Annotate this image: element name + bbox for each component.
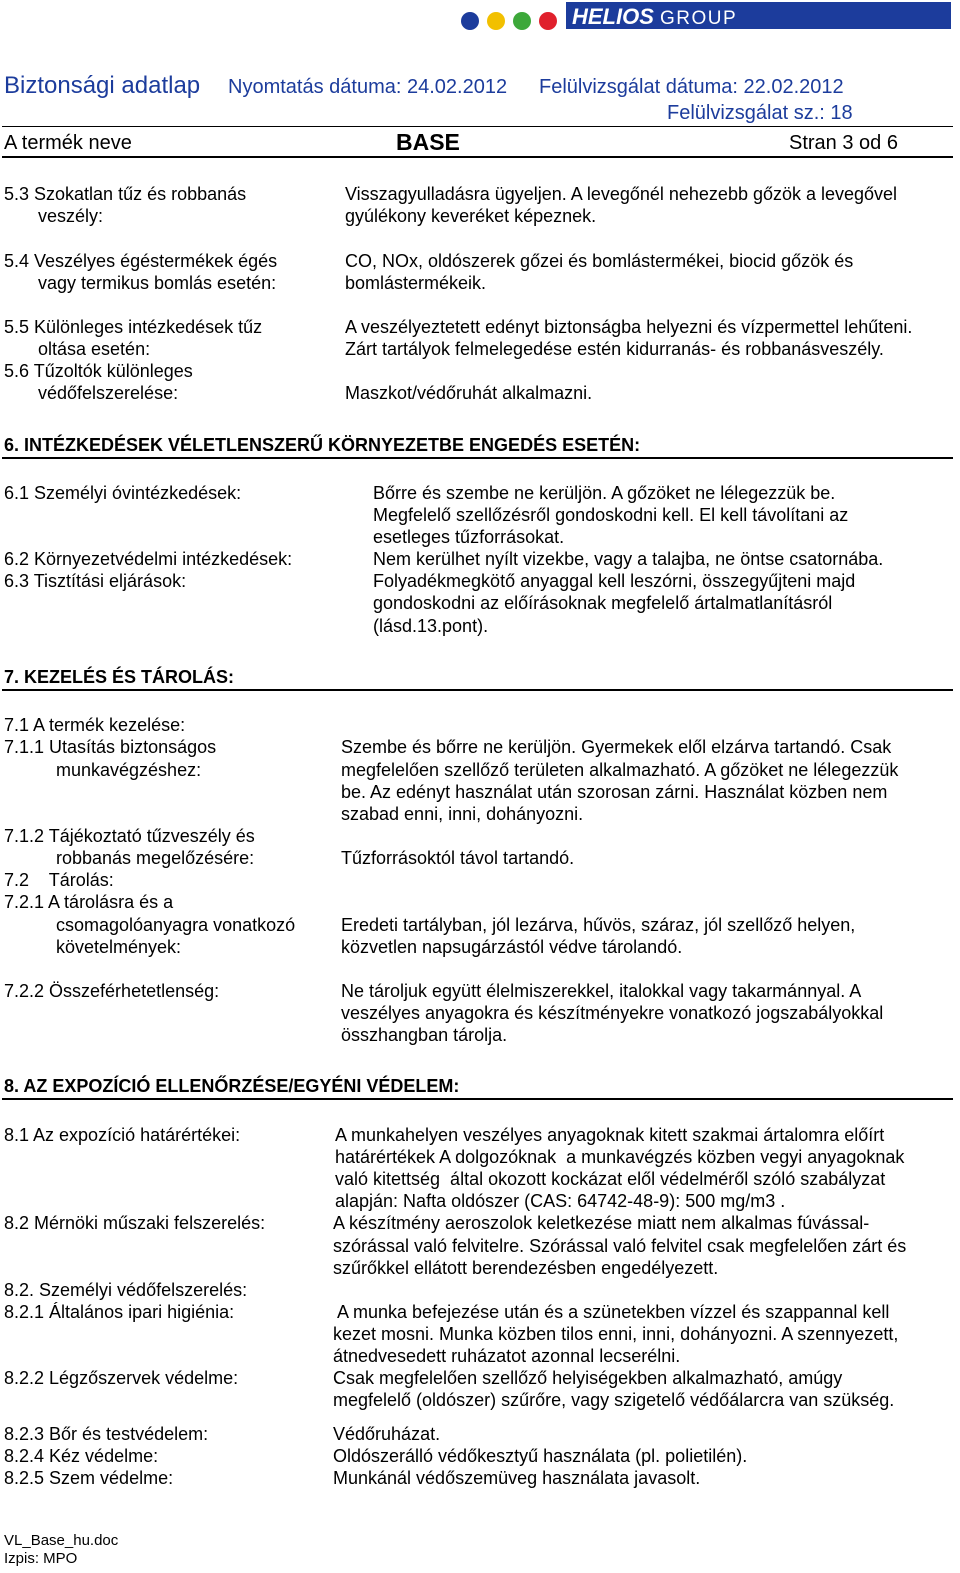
label-7-1: 7.1 A termék kezelése:: [4, 715, 186, 735]
label-8-2-1: 8.2.1 Általános ipari higiénia:: [4, 1302, 235, 1322]
value-8-1-line1: A munkahelyen veszélyes anyagoknak kitett szakmai ártalomra előírt: [335, 1125, 885, 1145]
value-6-2-line1: Nem kerülhet nyílt vizekbe, vagy a talajba, ne öntse csatornába.: [373, 549, 884, 569]
value-7-2-1-line2: közvetlen napsugárzástól védve tárolandó.: [341, 937, 683, 957]
label-8-1: 8.1 Az expozíció határértékei:: [4, 1125, 241, 1145]
value-5-4-line1: CO, NOx, oldószerek gőzei és bomlástermékei, biocid gőzök és: [345, 251, 854, 271]
value-5-5-line2: Zárt tartályok felmelegedése estén kidurranás- és robbanásveszély.: [345, 339, 884, 359]
footer-filename: VL_Base_hu.doc: [4, 1532, 119, 1549]
value-5-3-line2: gyúlékony keveréket képeznek.: [345, 206, 597, 226]
label-7-1-1-line2: munkavégzéshez:: [56, 760, 202, 780]
label-5-4-line2: vagy termikus bomlás esetén:: [38, 273, 277, 293]
label-6-3: 6.3 Tisztítási eljárások:: [4, 571, 187, 591]
label-8-2-2: 8.2.2 Légzőszervek védelme:: [4, 1368, 239, 1388]
value-8-1-line4: alapján: Nafta oldószer (CAS: 64742-48-9): 500 mg/m3 .: [335, 1191, 786, 1211]
value-7-2-1-line1: Eredeti tartályban, jól lezárva, hűvös, száraz, jól szellőző helyen,: [341, 915, 856, 935]
logo-text: [572, 2, 737, 29]
value-7-2-2-line1: Ne tároljuk együtt élelmiszerekkel, italokkal vagy takarmánnyal. A: [341, 981, 862, 1001]
label-5-4-line1: 5.4 Veszélyes égéstermékek égés: [4, 251, 278, 271]
product-name: BASE: [396, 129, 460, 155]
page-number: Stran 3 od 6: [789, 132, 898, 154]
value-8-2-line3: szűrőkkel ellátott berendezésben engedélyezett.: [333, 1258, 719, 1278]
label-5-6-line2: védőfelszerelése:: [38, 383, 179, 403]
value-8-2-line1: A készítmény aeroszolok keletkezése miatt nem alkalmas fúvással-: [333, 1213, 870, 1233]
label-7-2-1-line1: 7.2.1 A tárolásra és a: [4, 892, 174, 912]
section-8-heading: 8. AZ EXPOZÍCIÓ ELLENŐRZÉSE/EGYÉNI VÉDELEM:: [4, 1076, 460, 1096]
label-7-1-2-line2: robbanás megelőzésére:: [56, 848, 255, 868]
label-5-3-line2: veszély:: [38, 206, 104, 226]
section-6-rule: [2, 457, 953, 459]
value-8-2-2-line1: Csak megfelelően szellőző helyiségekben alkalmazható, amúgy: [333, 1368, 843, 1388]
section-7-rule: [2, 689, 953, 691]
logo-dot-blue: [461, 12, 479, 30]
value-8-2-1-line3: átnedvesedett ruházatot azonnal lecserélni.: [333, 1346, 681, 1366]
label-8-2-personal: 8.2. Személyi védőfelszerelés:: [4, 1280, 248, 1300]
header-rule-2: [2, 156, 953, 158]
logo-dot-red: [539, 12, 557, 30]
label-6-1: 6.1 Személyi óvintézkedések:: [4, 483, 242, 503]
label-5-6-line1: 5.6 Tűzoltók különleges: [4, 361, 193, 381]
logo-dot-yellow: [487, 12, 505, 30]
label-7-1-2-line1: 7.1.2 Tájékoztató tűzveszély és: [4, 826, 255, 846]
value-5-6-line1: Maszkot/védőruhát alkalmazni.: [345, 383, 593, 403]
value-7-2-2-line3: összhangban tárolja.: [341, 1025, 508, 1045]
value-7-1-2-line1: Tűzforrásoktól távol tartandó.: [341, 848, 575, 868]
value-8-2-2-line2: megfelelő (oldószer) szűrőre, vagy szigetelő védőálarcra van szükség.: [333, 1390, 895, 1410]
value-7-1-1-line4: szabad enni, inni, dohányozni.: [341, 804, 584, 824]
label-7-2-1-line2: csomagolóanyagra vonatkozó: [56, 915, 296, 935]
label-7-1-1-line1: 7.1.1 Utasítás biztonságos: [4, 737, 217, 757]
value-6-1-line2: Megfelelő szellőzésről gondoskodni kell. El kell távolítani az: [373, 505, 849, 525]
section-6-heading: 6. INTÉZKEDÉSEK VÉLETLENSZERŰ KÖRNYEZETBE ENGEDÉS ESETÉN:: [4, 435, 641, 455]
section-7-heading: 7. KEZELÉS ÉS TÁROLÁS:: [4, 667, 235, 687]
footer-author: Izpis: MPO: [4, 1550, 78, 1567]
doc-title: Biztonsági adatlap: [4, 72, 201, 99]
value-8-2-1-line2: kezet mosni. Munka közben tilos enni, inni, dohányozni. A szennyezett,: [333, 1324, 899, 1344]
value-8-1-line3: való kitettség által okozott kockázat elől védelméről szóló szabályzat: [335, 1169, 886, 1189]
value-8-2-3-line1: Védőruházat.: [333, 1424, 441, 1444]
value-6-3-line3: (lásd.13.pont).: [373, 616, 489, 636]
value-7-1-1-line1: Szembe és bőrre ne kerüljön. Gyermekek elől elzárva tartandó. Csak: [341, 737, 892, 757]
value-5-5-line1: A veszélyeztetett edényt biztonságba helyezni és vízpermettel lehűteni.: [345, 317, 913, 337]
section-8-rule: [2, 1098, 953, 1100]
value-8-1-line2: határértékek A dolgozóknak a munkavégzés közben vegyi anyagoknak: [335, 1147, 905, 1167]
header-rule-1: [2, 126, 953, 127]
value-8-2-4-line1: Oldószerálló védőkesztyű használata (pl. polietilén).: [333, 1446, 748, 1466]
value-6-1-line3: esetleges tűzforrásokat.: [373, 527, 565, 547]
print-date: Nyomtatás dátuma: 24.02.2012: [228, 76, 508, 98]
label-7-2-1-line3: követelmények:: [56, 937, 182, 957]
label-8-2: 8.2 Mérnöki műszaki felszerelés:: [4, 1213, 266, 1233]
value-6-3-line2: gondoskodni az előírásoknak megfelelő ártalmatlanításról: [373, 593, 833, 613]
label-5-3-line1: 5.3 Szokatlan tűz és robbanás: [4, 184, 247, 204]
review-number: Felülvizsgálat sz.: 18: [667, 102, 853, 124]
value-8-2-5-line1: Munkánál védőszemüveg használata javasolt.: [333, 1468, 701, 1488]
logo-group: GROUP: [659, 8, 738, 29]
label-8-2-5: 8.2.5 Szem védelme:: [4, 1468, 174, 1488]
value-8-2-line2: szórással való felvitelre. Szórással való felvitel csak megfelelően zárt és: [333, 1236, 907, 1256]
logo-brand: HELIOS: [572, 4, 654, 29]
value-5-3-line1: Visszagyulladásra ügyeljen. A levegőnél nehezebb gőzök a levegővel: [345, 184, 898, 204]
label-8-2-4: 8.2.4 Kéz védelme:: [4, 1446, 159, 1466]
value-6-1-line1: Bőrre és szembe ne kerüljön. A gőzöket ne lélegezzük be.: [373, 483, 836, 503]
logo-dot-green: [513, 12, 531, 30]
label-7-2-2: 7.2.2 Összeférhetetlenség:: [4, 981, 220, 1001]
label-5-5-line1: 5.5 Különleges intézkedések tűz: [4, 317, 263, 337]
label-5-5-line2: oltása esetén:: [38, 339, 151, 359]
value-7-1-1-line2: megfelelően szellőző területen alkalmazható. A gőzöket ne lélegezzük: [341, 760, 899, 780]
value-6-3-line1: Folyadékmegkötő anyaggal kell leszórni, összegyűjteni majd: [373, 571, 856, 591]
label-6-2: 6.2 Környezetvédelmi intézkedések:: [4, 549, 293, 569]
label-8-2-3: 8.2.3 Bőr és testvédelem:: [4, 1424, 209, 1444]
value-8-2-1-line1: A munka befejezése után és a szünetekben vízzel és szappannal kell: [333, 1302, 890, 1322]
review-date: Felülvizsgálat dátuma: 22.02.2012: [539, 76, 844, 98]
label-7-2: 7.2 Tárolás:: [4, 870, 114, 890]
value-5-4-line2: bomlástermékeik.: [345, 273, 487, 293]
value-7-1-1-line3: be. Az edényt használat után szorosan zárni. Használat közben nem: [341, 782, 888, 802]
value-7-2-2-line2: veszélyes anyagokra és készítményekre vonatkozó jogszabályokkal: [341, 1003, 884, 1023]
product-label: A termék neve: [4, 132, 132, 154]
